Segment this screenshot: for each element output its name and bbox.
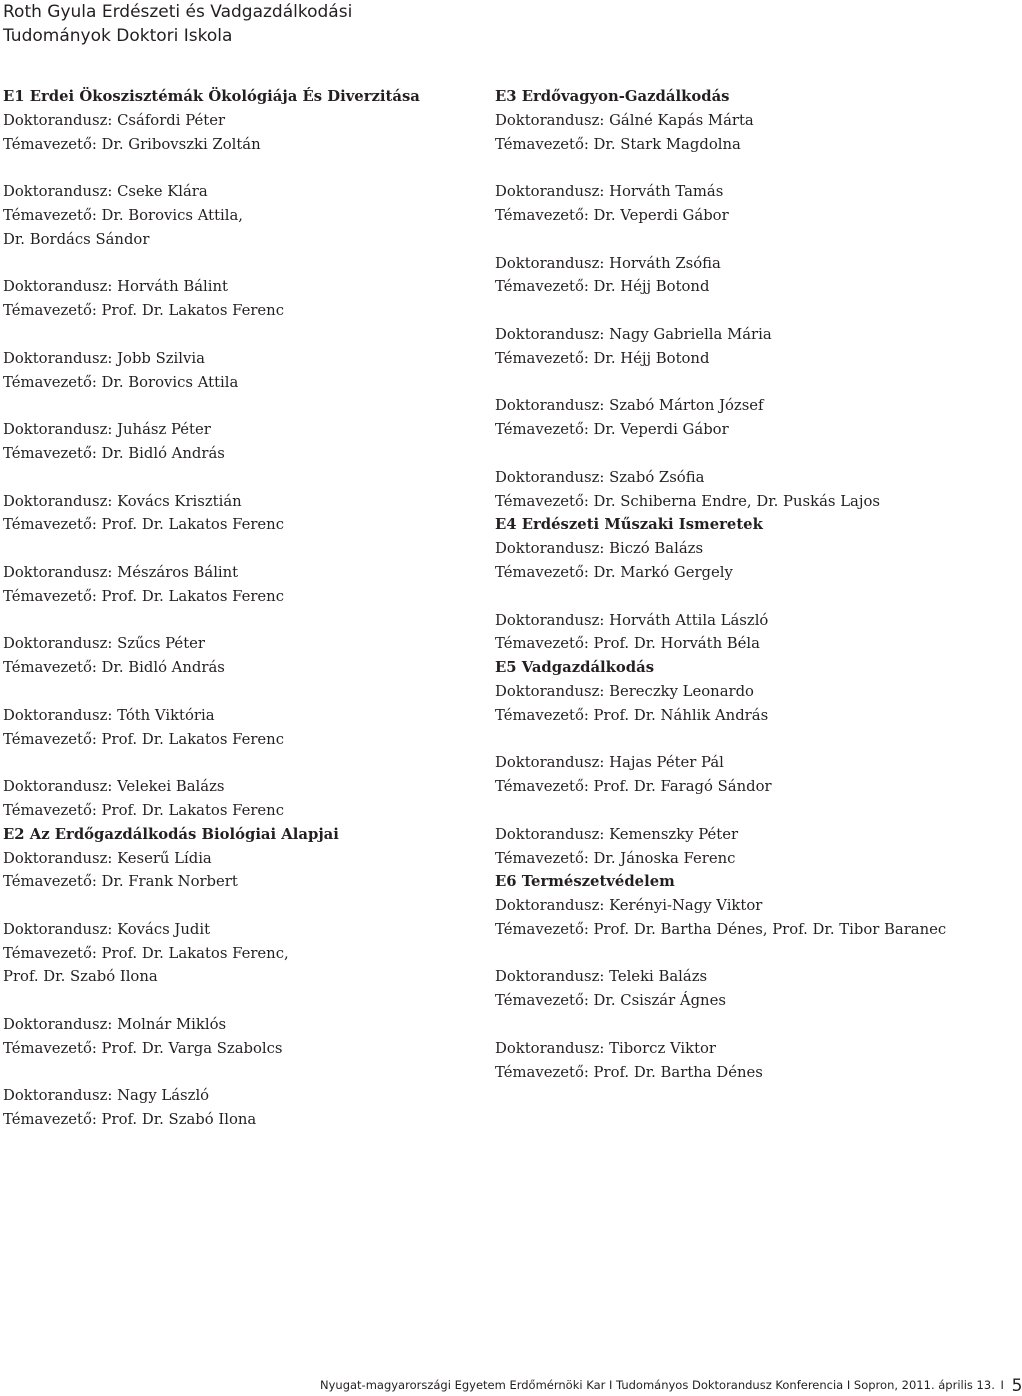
entry (495, 965, 960, 1013)
supervisor: Témavezető: Dr. Jánoska Ferenc (495, 849, 736, 867)
entry (3, 632, 473, 680)
entry (495, 680, 960, 728)
entry (495, 537, 960, 585)
section (495, 870, 960, 1084)
supervisor: Témavezető: Dr. Bidló András (3, 659, 225, 677)
doctoral-student: Doktorandusz: Kovács Judit (3, 920, 211, 938)
entry (495, 180, 960, 228)
entry (495, 1037, 960, 1085)
entry (3, 180, 473, 251)
entry (3, 704, 473, 752)
doctoral-student: Doktorandusz: Szabó Zsófia (495, 468, 705, 486)
header-line-1: Roth Gyula Erdészeti és Vadgazdálkodási (3, 2, 353, 22)
section (3, 85, 473, 823)
supervisor: Témavezető: Prof. Dr. Náhlik András (495, 706, 769, 724)
doctoral-student: Doktorandusz: Biczó Balázs (495, 540, 704, 558)
entry (3, 561, 473, 609)
doctoral-student: Doktorandusz: Horváth Attila László (495, 611, 769, 629)
footer-text: Nyugat-magyarországi Egyetem Erdőmérnöki Kar I Tudományos Doktorandusz Konferencia I Sopron, 2011. április 13. (320, 1378, 995, 1392)
entry (3, 418, 473, 466)
supervisor: Témavezető: Prof. Dr. Lakatos Ferenc, (3, 944, 289, 962)
page-header (3, 0, 352, 48)
supervisor: Prof. Dr. Szabó Ilona (3, 968, 158, 986)
doctoral-student: Doktorandusz: Keserű Lídia (3, 849, 212, 867)
doctoral-student: Doktorandusz: Molnár Miklós (3, 1016, 227, 1034)
doctoral-student: Doktorandusz: Kemenszky Péter (495, 825, 739, 843)
section (495, 656, 960, 870)
supervisor: Témavezető: Dr. Stark Magdolna (495, 135, 741, 153)
entry (495, 394, 960, 442)
doctoral-student: Doktorandusz: Mészáros Bálint (3, 563, 239, 581)
entry (495, 823, 960, 871)
entry (3, 1013, 473, 1061)
footer-separator: I (1000, 1378, 1004, 1392)
supervisor: Témavezető: Prof. Dr. Bartha Dénes (495, 1063, 763, 1081)
doctoral-student: Doktorandusz: Horváth Bálint (3, 278, 228, 296)
entry (495, 609, 960, 657)
doctoral-student: Doktorandusz: Szabó Márton József (495, 397, 764, 415)
entry (495, 751, 960, 799)
section-title: E1 Erdei Ökoszisztémák Ökológiája És Diverzitása (3, 88, 420, 105)
supervisor: Témavezető: Prof. Dr. Lakatos Ferenc (3, 516, 285, 534)
entry (3, 1084, 473, 1132)
doctoral-student: Doktorandusz: Kovács Krisztián (3, 492, 242, 510)
doctoral-student: Doktorandusz: Jobb Szilvia (3, 349, 205, 367)
supervisor: Témavezető: Prof. Dr. Lakatos Ferenc (3, 730, 285, 748)
header-line-2: Tudományok Doktori Iskola (3, 26, 233, 46)
entry (3, 109, 473, 157)
left-column (3, 85, 473, 1132)
supervisor: Témavezető: Dr. Veperdi Gábor (495, 206, 729, 224)
section (3, 823, 473, 1132)
section (495, 85, 960, 513)
supervisor: Témavezető: Dr. Héjj Botond (495, 349, 710, 367)
entry (495, 252, 960, 300)
supervisor: Témavezető: Dr. Frank Norbert (3, 873, 238, 891)
supervisor: Témavezető: Dr. Borovics Attila (3, 373, 239, 391)
doctoral-student: Doktorandusz: Horváth Tamás (495, 183, 724, 201)
entry (495, 894, 960, 942)
supervisor: Témavezető: Prof. Dr. Faragó Sándor (495, 778, 772, 796)
doctoral-student: Doktorandusz: Juhász Péter (3, 421, 211, 439)
section-title: E3 Erdővagyon-Gazdálkodás (495, 88, 730, 105)
supervisor: Témavezető: Dr. Gribovszki Zoltán (3, 135, 261, 153)
supervisor: Témavezető: Dr. Schiberna Endre, Dr. Puskás Lajos (495, 492, 880, 510)
doctoral-student: Doktorandusz: Szűcs Péter (3, 635, 205, 653)
section (495, 513, 960, 656)
doctoral-student: Doktorandusz: Gálné Kapás Márta (495, 111, 754, 129)
doctoral-student: Doktorandusz: Csáfordi Péter (3, 111, 226, 129)
supervisor: Témavezető: Prof. Dr. Horváth Béla (495, 635, 760, 653)
supervisor: Témavezető: Dr. Markó Gergely (495, 563, 733, 581)
page-number: 5 (1011, 1376, 1022, 1396)
doctoral-student: Doktorandusz: Bereczky Leonardo (495, 682, 754, 700)
supervisor: Témavezető: Prof. Dr. Varga Szabolcs (3, 1039, 283, 1057)
doctoral-student: Doktorandusz: Tóth Viktória (3, 706, 215, 724)
doctoral-student: Doktorandusz: Kerényi-Nagy Viktor (495, 897, 763, 915)
entry (3, 275, 473, 323)
right-column (495, 85, 960, 1084)
doctoral-student: Doktorandusz: Nagy László (3, 1087, 210, 1105)
supervisor: Témavezető: Dr. Csiszár Ágnes (495, 992, 726, 1010)
supervisor: Témavezető: Dr. Héjj Botond (495, 278, 710, 296)
doctoral-student: Doktorandusz: Hajas Péter Pál (495, 754, 724, 772)
supervisor: Témavezető: Prof. Dr. Bartha Dénes, Prof. Dr. Tibor Baranec (495, 920, 947, 938)
supervisor: Témavezető: Prof. Dr. Lakatos Ferenc (3, 302, 285, 320)
entry (495, 109, 960, 157)
supervisor: Témavezető: Prof. Dr. Lakatos Ferenc (3, 801, 285, 819)
entry (495, 466, 960, 514)
section-title: E6 Természetvédelem (495, 873, 675, 891)
doctoral-student: Doktorandusz: Teleki Balázs (495, 968, 708, 986)
section-title: E5 Vadgazdálkodás (495, 659, 655, 677)
supervisor: Témavezető: Prof. Dr. Lakatos Ferenc (3, 587, 285, 605)
section-title: E4 Erdészeti Műszaki Ismeretek (495, 516, 763, 534)
doctoral-student: Doktorandusz: Cseke Klára (3, 183, 208, 201)
supervisor: Témavezető: Prof. Dr. Szabó Ilona (3, 1111, 257, 1129)
section-title: E2 Az Erdőgazdálkodás Biológiai Alapjai (3, 825, 339, 843)
doctoral-student: Doktorandusz: Nagy Gabriella Mária (495, 325, 772, 343)
doctoral-student: Doktorandusz: Horváth Zsófia (495, 254, 721, 272)
supervisor: Témavezető: Dr. Borovics Attila, (3, 206, 244, 224)
supervisor: Témavezető: Dr. Veperdi Gábor (495, 421, 729, 439)
entry (3, 347, 473, 395)
page-footer (320, 1376, 1022, 1396)
doctoral-student: Doktorandusz: Tiborcz Viktor (495, 1039, 716, 1057)
entry (3, 490, 473, 538)
entry (3, 847, 473, 895)
entry (3, 775, 473, 823)
supervisor: Témavezető: Dr. Bidló András (3, 444, 225, 462)
doctoral-student: Doktorandusz: Velekei Balázs (3, 778, 225, 796)
supervisor: Dr. Bordács Sándor (3, 230, 150, 248)
entry (495, 323, 960, 371)
entry (3, 918, 473, 989)
